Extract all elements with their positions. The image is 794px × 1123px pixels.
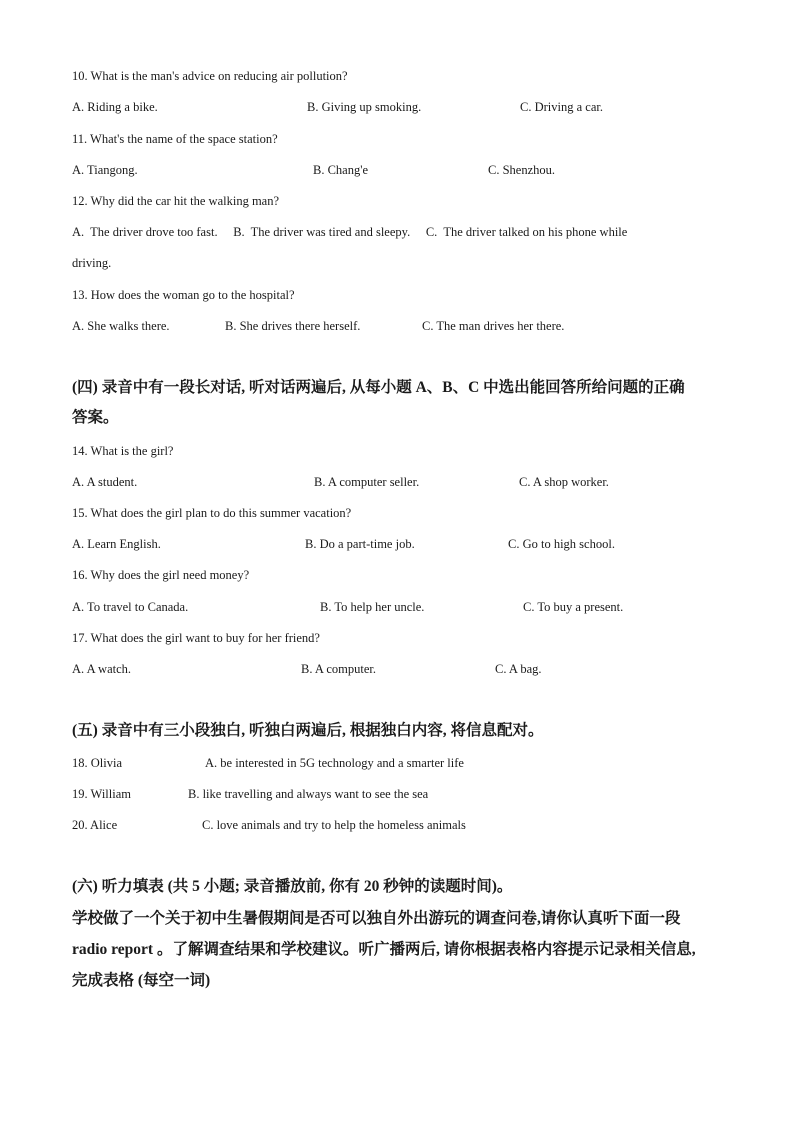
q10-option-a: A. Riding a bike. <box>72 100 158 114</box>
q15-option-c: C. Go to high school. <box>508 537 615 551</box>
q12-options: A. The driver drove too fast. B. The driver was tired and sleepy. C. The driver talked on his phone while <box>72 225 628 239</box>
q13-option-b: B. She drives there herself. <box>225 319 361 333</box>
q17-option-a: A. A watch. <box>72 662 132 676</box>
q15-option-a: A. Learn English. <box>72 537 161 551</box>
q10-option-c: C. Driving a car. <box>520 100 603 114</box>
match-name-19: 19. William <box>72 787 131 801</box>
match-desc-a: A. be interested in 5G technology and a smarter life <box>205 756 464 770</box>
q14-option-a: A. A student. <box>72 475 138 489</box>
question-17: 17. What does the girl want to buy for her friend? <box>72 631 320 645</box>
section-6-instruction-1: 学校做了一个关于初中生暑假期间是否可以独自外出游玩的调查问卷,请你认真听下面一段 <box>72 910 681 927</box>
q16-option-b: B. To help her uncle. <box>320 600 425 614</box>
q11-option-c: C. Shenzhou. <box>488 163 556 177</box>
question-13: 13. How does the woman go to the hospital? <box>72 288 295 302</box>
question-10: 10. What is the man's advice on reducing air pollution? <box>72 69 348 83</box>
q11-option-b: B. Chang'e <box>313 163 369 177</box>
section-4-heading: (四) 录音中有一段长对话, 听对话两遍后, 从每小题 A、B、C 中选出能回答所给问题的正确 <box>72 379 685 396</box>
section-6-heading: (六) 听力填表 (共 5 小题; 录音播放前, 你有 20 秒钟的读题时间)。 <box>72 878 513 895</box>
match-desc-b: B. like travelling and always want to see the sea <box>188 787 429 801</box>
q17-option-b: B. A computer. <box>301 662 376 676</box>
match-name-20: 20. Alice <box>72 818 118 832</box>
section-5-heading: (五) 录音中有三小段独白, 听独白两遍后, 根据独白内容, 将信息配对。 <box>72 722 544 739</box>
q17-option-c: C. A bag. <box>495 662 542 676</box>
section-6-instruction-3: 完成表格 (每空一词) <box>72 972 211 989</box>
q12-continuation: driving. <box>72 256 112 270</box>
match-name-18: 18. Olivia <box>72 756 122 770</box>
section-4-heading-cont: 答案。 <box>72 409 119 426</box>
q16-option-c: C. To buy a present. <box>523 600 624 614</box>
q15-option-b: B. Do a part-time job. <box>305 537 415 551</box>
question-11: 11. What's the name of the space station? <box>72 132 278 146</box>
q10-option-b: B. Giving up smoking. <box>307 100 422 114</box>
q11-option-a: A. Tiangong. <box>72 163 138 177</box>
section-6-instruction-2: radio report 。了解调查结果和学校建议。听广播两后, 请你根据表格内容提示记录相关信息, <box>72 941 696 958</box>
question-15: 15. What does the girl plan to do this summer vacation? <box>72 506 352 520</box>
q13-option-a: A. She walks there. <box>72 319 170 333</box>
question-16: 16. Why does the girl need money? <box>72 568 250 582</box>
q14-option-b: B. A computer seller. <box>314 475 420 489</box>
q14-option-c: C. A shop worker. <box>519 475 609 489</box>
q13-option-c: C. The man drives her there. <box>422 319 565 333</box>
question-12: 12. Why did the car hit the walking man? <box>72 194 280 208</box>
match-desc-c: C. love animals and try to help the homeless animals <box>202 818 466 832</box>
q16-option-a: A. To travel to Canada. <box>72 600 189 614</box>
question-14: 14. What is the girl? <box>72 444 174 458</box>
